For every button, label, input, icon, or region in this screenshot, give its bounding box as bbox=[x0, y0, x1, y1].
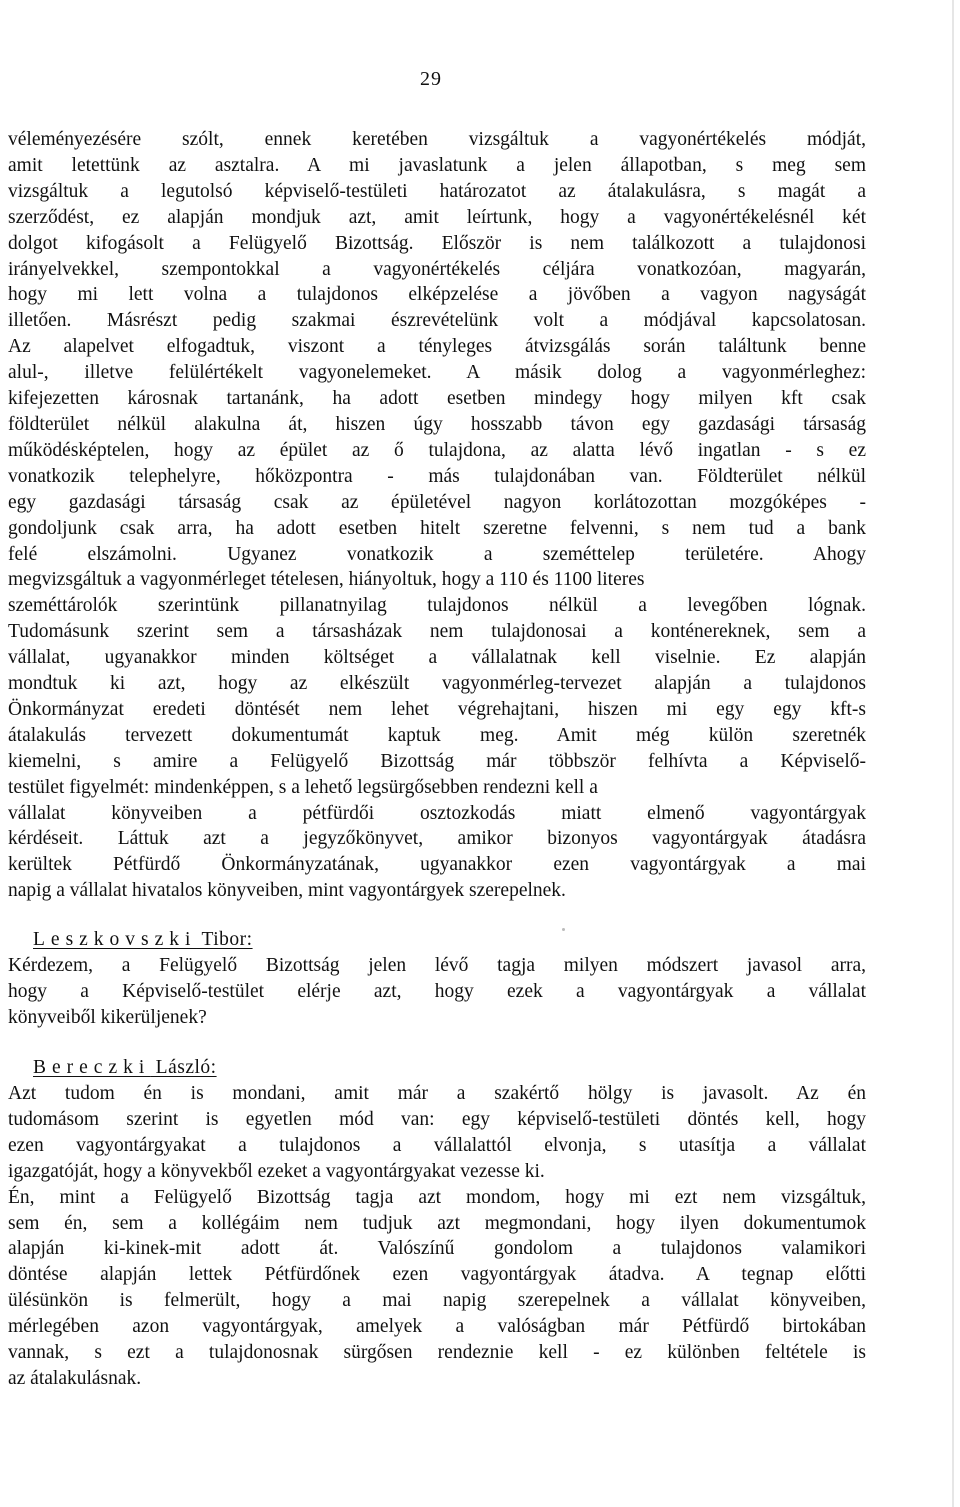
text-line: felé elszámolni. Ugyanez vonatkozik a szeméttelep területére. Ahogy bbox=[8, 543, 866, 565]
text-line: működésképtelen, hogy az épület az ő tulajdona, az alatta lévő ingatlan - s ez bbox=[8, 439, 866, 461]
text-line: Önkormányzat eredeti döntését nem lehet végrehajtani, hiszen mi egy egy kft-s bbox=[8, 698, 866, 720]
text-line: szeméttárolók szerintünk pillanatnyilag tulajdonos nélkül a levegőben lógnak. bbox=[8, 595, 866, 617]
text-line: illetően. Másrészt pedig szakmai észrevételünk volt a módjával kapcsolatosan. bbox=[8, 310, 866, 332]
text-line: mérlegében azon vagyontárgyak, amelyek a valóságban már Pétfürdő birtokában bbox=[8, 1316, 866, 1338]
speaker-name-rest: László: bbox=[150, 1057, 217, 1078]
text-line: vizsgáltuk a legutolsó képviselő-testületi határozatot az átalakulásra, s magát a bbox=[8, 180, 866, 202]
text-line: Én, mint a Felügyelő Bizottság tagja azt mondom, hogy mi ezt nem vizsgáltuk, bbox=[8, 1186, 866, 1208]
text-line: vannak, s ezt a tulajdonosnak sürgősen rendeznie kell - ez különben feltétele is bbox=[8, 1342, 866, 1364]
paragraph-leszkovszki-question bbox=[8, 953, 866, 1031]
text-line: kerültek Pétfürdő Önkormányzatának, ugyanakkor ezen vagyontárgyak a mai bbox=[8, 854, 866, 876]
text-line: ülésünkön is felmerült, hogy a mai napig szerepelnek a vállalat könyveiben, bbox=[8, 1290, 866, 1312]
text-line: kérdéseit. Láttuk azt a jegyzőkönyvet, amikor bizonyos vagyontárgyak átadásra bbox=[8, 828, 866, 850]
text-line: Azt tudom én is mondani, amit már a szakértő hölgy is javasolt. Az én bbox=[8, 1083, 866, 1104]
text-line: hogy mi lett volna a tulajdonos elképzelése a jövőben a vagyon nagyságát bbox=[8, 284, 866, 306]
text-line: testület figyelmét: mindenképpen, s a lehető legsürgősebben rendezni kell a bbox=[8, 776, 598, 798]
text-line: irányelvekkel, szempontokkal a vagyonértékelés céljára vonatkozóan, magyarán, bbox=[8, 258, 866, 280]
paragraph-supervisory-board-report bbox=[8, 127, 866, 904]
text-line: sem én, sem a kollégáim nem tudjuk azt megmondani, hogy ilyen dokumentumok bbox=[8, 1212, 866, 1234]
text-line: kiemelni, s amire a Felügyelő Bizottság már többször felhívta a Képviselő- bbox=[8, 750, 866, 772]
text-line: alul-, illetve felülértékelt vagyonelemeket. A másik dolog a vagyonmérleghez: bbox=[8, 362, 866, 384]
text-line: Kérdezem, a Felügyelő Bizottság jelen lévő tagja milyen módszert javasol arra, bbox=[8, 955, 866, 976]
text-line: alapján ki-kinek-mit adott át. Valószínű gondolom a tulajdonos valamikori bbox=[8, 1238, 866, 1260]
text-line: vonatkozik telephelyre, hőközpontra - más tulajdonában van. Földterület nélkül bbox=[8, 465, 866, 487]
text-line: igazgatóját, hogy a könyvekből ezeket a vagyontárgyakat vezesse ki. bbox=[8, 1160, 545, 1182]
text-line: mondtuk ki azt, hogy az elkészült vagyonmérleg-tervezet alapján a tulajdonos bbox=[8, 673, 866, 695]
text-line: hogy a Képviselő-testület elérje azt, hogy ezek a vagyontárgyak a vállalat bbox=[8, 980, 866, 1002]
text-line: dolgot kifogásolt a Felügyelő Bizottság. Először is nem találkozott a tulajdonosi bbox=[8, 232, 866, 254]
text-line: amit letettünk az asztalra. A mi javaslatunk a jelen állapotban, s meg sem bbox=[8, 154, 866, 176]
text-line: vállalat könyveiben a pétfürdői osztozkodás miatt elmenő vagyontárgyak bbox=[8, 802, 866, 824]
text-line: az átalakulásnak. bbox=[8, 1367, 142, 1389]
speaker-name-rest: Tibor: bbox=[196, 929, 253, 950]
paragraph-bereczki-answer bbox=[8, 1081, 866, 1392]
text-line: szerződést, ez alapján mondjuk azt, amit leírtunk, hogy a vagyonértékelésnél két bbox=[8, 206, 866, 228]
text-line: gondoljunk csak arra, ha adott esetben hitelt szeretne felvenni, s nem tud a bank bbox=[8, 517, 866, 539]
text-line: tudomásom szerint is egyetlen mód van: egy képviselő-testületi döntés kell, hogy bbox=[8, 1108, 866, 1130]
text-line: kifejezetten károsnak tartanánk, ha adott esetben mindegy hogy milyen kft csak bbox=[8, 388, 866, 410]
text-line: döntése alapján lettek Pétfürdőnek ezen vagyontárgyak átadva. A tegnap előtti bbox=[8, 1264, 866, 1286]
text-line: Az alapelvet elfogadtuk, viszont a tényleges átvizsgálás során találtunk benne bbox=[8, 336, 866, 358]
speaker-heading-leszkovszki bbox=[33, 927, 253, 953]
text-line: vállalat, ugyanakkor minden költséget a vállalatnak kell viselnie. Ez alapján bbox=[8, 647, 866, 669]
text-line: átalakulás tervezett dokumentumát kaptuk meg. Amit még külön szeretnék bbox=[8, 724, 866, 746]
page-edge-shadow bbox=[952, 0, 954, 1507]
text-line: földterület nélkül alakulna át, hiszen úgy hosszabb távon egy gazdasági társaság bbox=[8, 413, 866, 435]
speaker-heading-bereczki bbox=[33, 1055, 217, 1081]
scan-speck bbox=[562, 928, 565, 931]
text-line: könyveiből kikerüljenek? bbox=[8, 1006, 207, 1028]
text-line: véleményezésére szólt, ennek keretében vizsgáltuk a vagyonértékelés módját, bbox=[8, 129, 866, 150]
text-line: egy gazdasági társaság csak az épületével nagyon korlátozottan mozgóképes - bbox=[8, 491, 866, 513]
text-line: megvizsgáltuk a vagyonmérleget tételesen, hiányoltuk, hogy a 110 és 1100 literes bbox=[8, 569, 645, 591]
page-number: 29 bbox=[420, 68, 442, 90]
speaker-name-spaced: Leszkovszki bbox=[33, 929, 197, 950]
text-line: ezen vagyontárgyakat a tulajdonos a vállalattól elvonja, s utasítja a vállalat bbox=[8, 1134, 866, 1156]
text-line: napig a vállalat hivatalos könyveiben, mint vagyontárgyek szerepelnek. bbox=[8, 880, 566, 902]
text-line: Tudomásunk szerint sem a társasházak nem tulajdonosai a konténereknek, sem a bbox=[8, 621, 866, 643]
speaker-name-spaced: Bereczki bbox=[33, 1057, 151, 1078]
